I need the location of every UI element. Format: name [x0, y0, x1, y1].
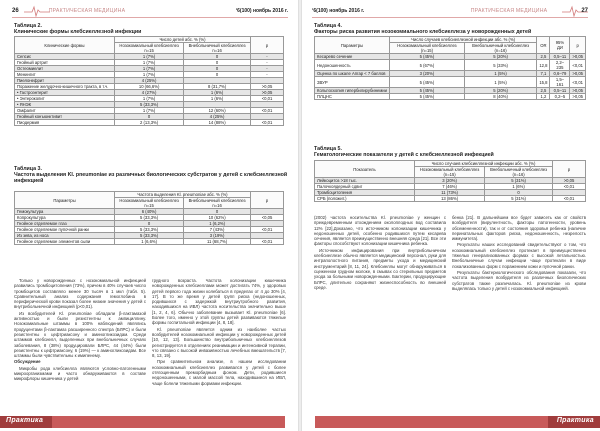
col-head: p: [570, 37, 586, 54]
text-column-4: [452, 215, 586, 408]
col-head: Клинические формы: [15, 37, 115, 54]
table-cell: <0,01: [251, 96, 284, 102]
paragraph: При сравнительном анализе, в нашем исследовании нозокомиальный клебсиеллез развивался у детей с более отягощенным преморбидным фоном. Дети, родившиеся недоношенными, с малой массой тела, находившиеся на ИВЛ, чаще болели тяжелыми формами инфекции.: [152, 359, 286, 386]
table5-title: [314, 146, 584, 158]
table-cell: 0,6–79: [550, 71, 570, 77]
col-head: Внебольничный клебсиеллез n=16: [184, 198, 251, 209]
table-cell: -: [251, 54, 284, 60]
table-cell: <0,05: [251, 215, 284, 221]
table-cell: Кесарево сечение: [315, 54, 390, 60]
table-cell: 1 (6,2%): [184, 221, 251, 227]
table-cell: 11 (73%): [415, 190, 485, 196]
table-cell: 7 (43%): [184, 227, 251, 233]
table-cell: 1 (6%): [485, 184, 553, 190]
table-cell: 10 (66,6%): [115, 84, 184, 90]
table-cell: 5 (20%): [464, 88, 536, 94]
table-cell: 2,5: [537, 88, 550, 94]
table-cell: >0,05: [570, 94, 586, 100]
table5-label: Таблица 5.: [314, 146, 342, 152]
table-cell: 5 (20%): [464, 54, 536, 60]
col-head: p: [553, 161, 586, 178]
table-cell: Гнойное отделяемое элементов сыпи: [15, 239, 115, 245]
col-head: Нозокомиальный клебсиеллез n=15: [115, 198, 184, 209]
table-cell: 7,1: [537, 71, 550, 77]
table-cell: Сепсис: [15, 54, 115, 60]
table2: [14, 36, 284, 126]
table-cell: >0,05: [570, 88, 586, 94]
table-cell: 1 (7%): [115, 96, 184, 102]
col-head: Нозокомиальный клебсиеллез n=15: [115, 43, 184, 54]
col-head: Число случаев клебсиеллезной инфекции абс. % (%): [415, 161, 553, 167]
table-cell: 3 (20%): [415, 178, 485, 184]
table-cell: 3 (19%): [184, 233, 251, 239]
table-cell: <0,01: [553, 184, 586, 190]
table-cell: 12,8: [537, 60, 550, 71]
footer-brand: Практика: [6, 417, 44, 424]
table-cell: Лейкоцитоз >18 тыс.: [315, 178, 415, 184]
table4-title: [314, 23, 584, 35]
text-column-1: [14, 278, 146, 408]
table-cell: 5 (33,3%): [115, 227, 184, 233]
table-cell: 4 (25%): [184, 114, 251, 120]
table-cell: <0,01: [251, 227, 284, 233]
table-cell: • Гастроэнтерит: [15, 90, 115, 96]
journal-title: ПРАКТИЧЕСКАЯ МЕДИЦИНА: [470, 8, 548, 14]
table-cell: >0,05: [251, 90, 284, 96]
table2-label: Таблица 2.: [14, 23, 42, 29]
table-cell: 5 (33,3%): [115, 233, 184, 239]
col-head: OR: [537, 37, 550, 54]
text-column-2: [152, 278, 286, 408]
table-cell: 1 (7%): [115, 60, 184, 66]
table-cell: 0,2–5: [550, 94, 570, 100]
table-cell: 1,2: [537, 94, 550, 100]
table-cell: 1 (7%): [115, 66, 184, 72]
paragraph: Kl. pneumoniae является одним из наиболее частых возбудителей нозокомиальной инфекции у новорожденных детей [10, 12, 13]. Большинство внутрибольничных клебсиеллезов регистрируется в отделениях реанимации и интенсивной терапии, что связано с высокой инвазивностью лечебных вмешательств [7, 8, 13, 19].: [152, 326, 286, 359]
table-cell: ПЛЦНС: [315, 94, 390, 100]
table-cell: • ЯНЭК: [15, 102, 115, 108]
issue-info: ‘6(100) ноябрь 2016 г.: [235, 8, 288, 14]
table-cell: Пиелонефрит: [15, 78, 115, 84]
table-cell: 7 (46%): [415, 184, 485, 190]
table-cell: 5 (45%): [390, 88, 465, 94]
table-cell: Палочкоядерный сдвиг: [315, 184, 415, 190]
page-number: 27: [581, 8, 588, 14]
col-head: Частота выделения Kl. pneumoniae абс. % (%): [115, 192, 251, 198]
table-cell: 0,5–11: [550, 88, 570, 94]
table4-label: Таблица 4.: [314, 23, 342, 29]
table-cell: 4 (25%): [115, 78, 184, 84]
table-cell: ЗВУР: [315, 77, 390, 88]
table-cell: 3 (20%): [390, 71, 465, 77]
table-cell: 1 (7%): [115, 108, 184, 114]
table-cell: <0,01: [553, 196, 586, 202]
col-head: 95% ДИ: [550, 37, 570, 54]
table-cell: Пиодермия: [15, 120, 115, 126]
table-cell: 8 (40%): [464, 94, 536, 100]
table-cell: >0,05: [570, 54, 586, 60]
table-cell: Остеомиелит: [15, 66, 115, 72]
table-cell: <0,01: [570, 60, 586, 71]
table3-label: Таблица 3.: [14, 166, 42, 172]
table-cell: 0: [184, 66, 251, 72]
table-cell: 4 (27%): [115, 90, 184, 96]
table-cell: 0: [184, 72, 251, 78]
table-cell: 0: [184, 60, 251, 66]
table-cell: 0: [115, 114, 184, 120]
table-cell: <0,01: [251, 120, 284, 126]
table-cell: 11 (68,7%): [184, 239, 251, 245]
table-row: [315, 60, 586, 71]
paragraph: (2002) частота носительства Kl. pneumoniae у женщин с преждевременным отхождением околоплодных вод составила 12% [22].Доказано, что источником колонизации кишечника у недоношенных детей, особенно родившихся путем кесарева сечения, является преимущественно внешняя среда [21]. Все эти факторы способствуют колонизации кишечника ребенка.: [314, 215, 446, 247]
table-cell: Кольпоскопия гипербилирубинемии: [315, 88, 390, 94]
table-cell: 1 (6%): [184, 90, 251, 96]
table2-subtitle: Клинические формы клебсиеллезной инфекции: [14, 29, 142, 35]
table-cell: >0,05: [570, 71, 586, 77]
paragraph: грудного возраста. Частота колонизации кишечника новорожденных клебсиеллами может достигать 74%, у здоровых детей первого года жизни колебаться в пределах от 4 до 30% [4, 17]. В то же время у детей групп риска (недоношенных, родившихся с задержкой внутриутробного развития, находившихся на ИВЛ) частота носительства значительно выше [1, 2, 4, 6]. Обычно заболевание вызывает Kl. pneumoniae [6]. Более того, именно у этой группы детей развиваются тяжелые формы госпитальной инфекции [4, 8, 18].: [152, 278, 286, 326]
table-cell: Гнойное отделяемое глаз: [15, 221, 115, 227]
table-cell: 5 (31%): [485, 178, 553, 184]
paragraph: Только у новорожденных с нозокомиальной инфекцией развились тромбоцитопения (73%), причем в 40% случаев число тромбоцитов составляло менее 30 тысяч в 1 мкл (табл. 5). Сравнительный анализ содержания гемоглобина в периферической крови показал более низкие значения у детей с внутрибольничной инфекцией (p<0,01).: [14, 278, 146, 310]
page-header: [312, 6, 588, 16]
section-heading: Обсуждение: [14, 359, 41, 365]
table-cell: -: [251, 66, 284, 72]
table-cell: 2 (13,3%): [115, 120, 184, 126]
table3: [14, 191, 284, 245]
table-row: [315, 77, 586, 88]
right-page: [300, 0, 600, 431]
table-cell: Тромбоцитопения: [315, 190, 415, 196]
table-cell: 5 (45%): [390, 94, 465, 100]
table-cell: 1 (6,6%): [115, 239, 184, 245]
table-cell: 15,8: [537, 77, 550, 88]
col-head: p: [251, 192, 284, 209]
paragraph: Результаты бактериологического обследования показали, что частота выделения возбудителя из различных биологических субстратов также различалась. Kl. pneumoniae из крови выделялась только у детей с нозокомиальной инфекцией.: [452, 269, 586, 291]
table-cell: 12 (60%): [184, 108, 251, 114]
table-cell: Менингит: [15, 72, 115, 78]
table-cell: >0,05: [251, 84, 284, 90]
paragraph: Из возбудителей Kl. pneumoniae обладали β-лактамазой активностью и были резистентны к ампициллину. Нозокомиальные штаммы в 100% наблюдений являлись продуцентами β-лактамаз расширенного спектра (БЛРС) и были резистентны к цефтриаксону и аминогликозидам. Среди штаммов клебсиелл, выделенных при внебольничных случаях заболевания, 8 (38%) продуцировали БЛРС, 44 (44%) были резистентны к цефтриаксону, 6 (19%) — к аминогликозидам. Все штаммы были чувствительны к имипенему.: [14, 310, 146, 359]
table-cell: 0: [184, 54, 251, 60]
page-header: [12, 6, 288, 16]
table-cell: -: [251, 72, 284, 78]
col-head: Нозокомиальный клебсиеллез (n=15): [415, 167, 485, 178]
table-cell: 2,2–235: [550, 60, 570, 71]
table-cell: <0,01: [251, 239, 284, 245]
table-row: [315, 196, 586, 202]
text-column-3: [314, 215, 446, 408]
table-cell: 5 (67%): [390, 60, 465, 71]
journal-title: ПРАКТИЧЕСКАЯ МЕДИЦИНА: [48, 8, 126, 14]
table-cell: 0: [184, 209, 251, 215]
table-cell: • Энтероколит: [15, 96, 115, 102]
table-cell: 14 (88%): [184, 120, 251, 126]
table-cell: 5 (33,3%): [115, 215, 184, 221]
table-cell: Недоношенность: [315, 60, 390, 71]
paragraph: Результаты наших исследований свидетельствуют о том, что нозокомиальный клебсиеллез протекает в преимущественно тяжелых генерализованных формах с высокой летальностью. Внебольничные случаи инфекции чаще протекали в виде локализованных форм с поражением кожи и пупочной ранки.: [452, 242, 586, 269]
table-cell: Гнойный артрит: [15, 60, 115, 66]
table-cell: 1 (5%): [464, 71, 536, 77]
table-cell: -: [251, 60, 284, 66]
table-cell: 1 (5%): [464, 77, 536, 88]
table-cell: 13 (86%): [415, 196, 485, 202]
table5: [314, 160, 586, 202]
header-divider: [12, 17, 288, 18]
table-cell: Поражение желудочно-кишечного тракта, в т.ч.: [15, 84, 115, 90]
table3-title: [14, 166, 289, 184]
col-head: Число детей абс. % (%): [115, 37, 251, 43]
table-cell: 8 (31,7%): [184, 84, 251, 90]
col-head: Внебольничный клебсиеллез n=16: [184, 43, 251, 54]
table4: [314, 36, 586, 100]
table-cell: 5 (33,3%): [115, 102, 184, 108]
table-cell: 0,5–11: [550, 54, 570, 60]
footer-bar: [315, 416, 600, 428]
footer-brand: Практика: [556, 417, 594, 424]
table-row: [15, 120, 284, 126]
col-head: Внебольничный клебсиеллез (n=16): [464, 43, 536, 54]
table-cell: СРБ (положит.): [315, 196, 415, 202]
paragraph: Микробы рода клебсиелла являются условно-патогенными микроорганизмами и часто обнаруживаются в составе микрофлоры кишечника у детей: [14, 365, 146, 382]
col-head: Параметры: [15, 192, 115, 209]
col-head: Число случаев клебсиеллезной инфекции абс. % (%): [390, 37, 537, 43]
footer-bar: [0, 416, 285, 428]
col-head: Параметры: [315, 37, 390, 54]
header-divider: [312, 17, 588, 18]
table-cell: Гнойный конъюнктивит: [15, 114, 115, 120]
paragraph: Источником инфицирования при внутрибольничном клебсиеллезе обычно является медицинский персонал, руки для интраполостного питания, предметы ухода и медицинский инструментарий [8, 11, 24]. Клебсиеллы могут обнаруживаться в сцеженном грудном молоке, в смывах со стерильных предметов ухода за больными новорожденными. Бактерии, продуцирующие БЛРС, длительно сохраняют жизнеспособность во внешней среде.: [314, 247, 446, 290]
table-cell: 6 (40%): [115, 209, 184, 215]
table4-subtitle: Факторы риска развития нозокомиального клебсиеллеза у новорожденных детей: [314, 29, 532, 35]
table-cell: <0,01: [570, 77, 586, 88]
table2-title: [14, 23, 284, 35]
table-cell: 0: [115, 221, 184, 227]
table-cell: 5 (45%): [390, 77, 465, 88]
table-cell: 5 (33%): [464, 60, 536, 71]
table5-subtitle: Гематологические показатели у детей с клебсиеллезной инфекцией: [314, 152, 494, 158]
table-cell: Гемокультура: [15, 209, 115, 215]
table-cell: >0,05: [553, 178, 586, 184]
table-cell: 2,5: [537, 54, 550, 60]
table-cell: 0: [485, 190, 553, 196]
table-cell: 1 (6%): [184, 96, 251, 102]
table-cell: <0,01: [251, 108, 284, 114]
table-cell: 5 (45%): [390, 54, 465, 60]
table-cell: Из зева, из носа: [15, 233, 115, 239]
col-head: p: [251, 37, 284, 54]
paragraph: бенка [21]. В дальнейшем все будет зависеть как от свойств возбудителя (вирулентность, факторы патогенности, уровень обсемененности), так и от состояния здоровья ребенка (наличие перинатальных факторов риска, недоношенность, незрелость иммунитета).: [452, 215, 586, 242]
col-head: Внебольничный клебсиеллез (n=16): [485, 167, 553, 178]
table-cell: Оценка по шкале Апгар < 7 баллов: [315, 71, 390, 77]
table-cell: 5 (31%): [485, 196, 553, 202]
table-cell: 1,5–161: [550, 77, 570, 88]
table-row: [315, 94, 586, 100]
table-cell: Копрокультура: [15, 215, 115, 221]
table-row: [15, 239, 284, 245]
table-cell: 1 (7%): [115, 72, 184, 78]
issue-info: ‘6(100) ноябрь 2016 г.: [312, 8, 365, 14]
table-cell: Омфалит: [15, 108, 115, 114]
page-number: 26: [12, 8, 19, 14]
table-cell: 1 (7%): [115, 54, 184, 60]
col-head: Нозокомиальный клебсиеллез (n=15): [390, 43, 465, 54]
table-cell: 10 (62%): [184, 215, 251, 221]
col-head: Показатель: [315, 161, 415, 178]
table-cell: Гнойное отделяемое пупочной ранки: [15, 227, 115, 233]
table3-subtitle: Частота выделения Kl. pneumoniae из различных биологических субстратов у детей с клебсиеллезной инфекцией: [14, 172, 288, 184]
